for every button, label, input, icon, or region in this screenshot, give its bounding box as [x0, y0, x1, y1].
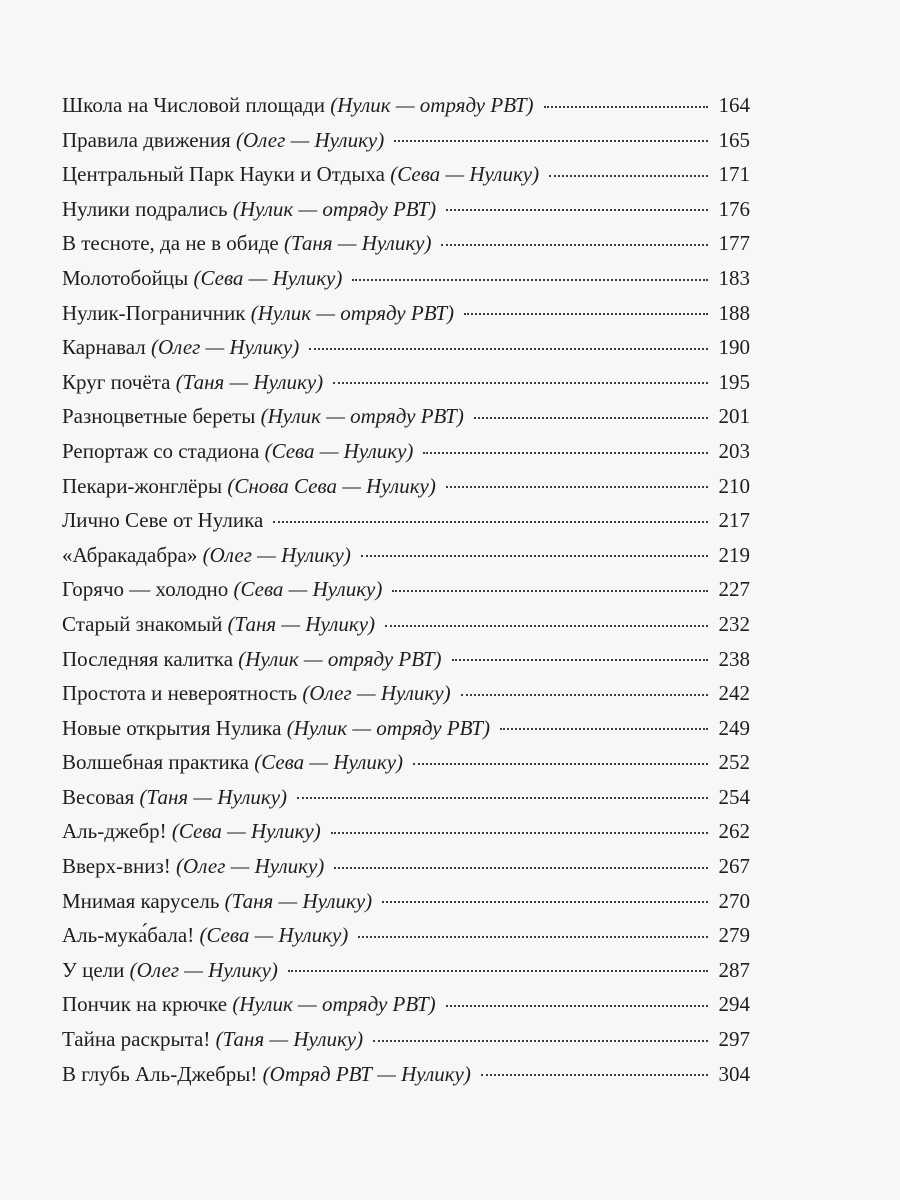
toc-entry-title: Пекари-жонглёры — [62, 473, 223, 498]
toc-entry-heading — [62, 1022, 363, 1057]
toc-page-number: 177 — [718, 231, 750, 256]
toc-entry-subtitle: (Нулик — отряду РВТ) — [330, 93, 534, 117]
toc-entry-heading — [62, 987, 436, 1022]
dot-leader — [333, 380, 708, 384]
dot-leader — [373, 1038, 708, 1042]
toc-entry-heading — [62, 953, 278, 988]
dot-leader — [309, 346, 708, 350]
toc-page-number: 219 — [718, 542, 750, 567]
toc-entry-subtitle: (Нулик — отряду РВТ) — [286, 715, 490, 740]
toc-entry[interactable] — [62, 1022, 750, 1057]
toc-page-number: 294 — [718, 992, 750, 1017]
toc-entry-title: Мнимая карусель — [62, 888, 220, 913]
dot-leader — [334, 865, 708, 869]
dot-leader — [273, 519, 708, 523]
dot-leader — [297, 795, 708, 799]
toc-entry[interactable] — [62, 849, 750, 884]
toc-entry-title: Карнавал — [62, 335, 146, 360]
dot-leader — [446, 207, 708, 211]
toc-entry-subtitle: (Таня — Нулику) — [227, 611, 376, 636]
toc-entry-heading — [62, 88, 534, 123]
toc-page-number: 279 — [718, 923, 750, 948]
toc-entry-title: Последняя калитка — [62, 646, 234, 671]
toc-entry-title: Лично Севе от Нулика — [62, 508, 264, 533]
toc-entry-subtitle: (Нулик — отряду РВТ) — [260, 404, 464, 429]
toc-entry-heading — [62, 538, 351, 573]
toc-entry-subtitle: (Нулик — отряду РВТ) — [238, 646, 442, 671]
toc-entry[interactable] — [62, 1057, 750, 1092]
toc-entry-heading — [62, 261, 342, 296]
toc-page-number: 262 — [718, 819, 750, 844]
toc-entry-title: В глубь Аль-Джебры! — [62, 1061, 258, 1086]
toc-page-number: 252 — [718, 750, 750, 775]
toc-page-number: 176 — [718, 196, 750, 221]
toc-page-number: 164 — [718, 93, 750, 117]
toc-entry[interactable] — [62, 676, 750, 711]
toc-page-number: 165 — [718, 127, 750, 152]
toc-entry-subtitle: (Нулик — отряду РВТ) — [232, 196, 437, 221]
toc-entry-title: Нулики подрались — [62, 196, 228, 221]
toc-entry-heading — [62, 469, 436, 504]
toc-entry-title: Центральный Парк Науки и Отдыха — [62, 162, 385, 187]
dot-leader — [331, 830, 708, 834]
toc-entry-subtitle: (Снова Сева — Нулику) — [227, 473, 436, 498]
dot-leader — [474, 415, 708, 419]
toc-entry-title: Правила движения — [62, 127, 231, 152]
toc-entry-subtitle: (Сева — Нулику) — [254, 750, 404, 775]
toc-entry[interactable] — [62, 330, 750, 365]
toc-entry[interactable] — [62, 123, 750, 158]
toc-page-number: 297 — [718, 1027, 750, 1052]
toc-entry-title: Репортаж со стадиона — [62, 438, 260, 463]
toc-entry-title: Старый знакомый — [62, 611, 223, 636]
toc-page-number: 232 — [718, 611, 750, 636]
toc-entry-subtitle: (Сева — Нулику) — [233, 577, 383, 602]
dot-leader — [500, 726, 708, 730]
toc-page-number: 217 — [718, 508, 750, 533]
toc-entry-subtitle: (Сева — Нулику) — [390, 162, 540, 187]
toc-page-number: 210 — [718, 473, 750, 498]
toc-entry[interactable] — [62, 296, 750, 331]
toc-entry-subtitle: (Отряд РВТ — Нулику) — [262, 1061, 471, 1086]
toc-entry-heading — [62, 434, 413, 469]
toc-entry-subtitle: (Олег — Нулику) — [202, 542, 351, 567]
dot-leader — [452, 657, 708, 661]
toc-entry-heading — [62, 330, 299, 365]
toc-entry-title: Волшебная практика — [62, 750, 249, 775]
toc-entry[interactable] — [62, 261, 750, 296]
toc-entry[interactable] — [62, 642, 750, 677]
toc-entry-title: В тесноте, да не в обиде — [62, 231, 279, 256]
toc-entry-title: Горячо — холодно — [62, 577, 229, 602]
toc-entry-heading — [62, 642, 442, 677]
toc-entry[interactable] — [62, 884, 750, 919]
toc-entry[interactable] — [62, 987, 750, 1022]
dot-leader — [413, 761, 708, 765]
toc-entry-title: Простота и невероятность — [62, 681, 298, 706]
toc-entry[interactable] — [62, 814, 750, 849]
toc-entry-heading — [62, 711, 490, 746]
toc-entry[interactable] — [62, 399, 750, 434]
toc-entry-heading — [62, 296, 454, 331]
toc-entry[interactable] — [62, 780, 750, 815]
dot-leader — [481, 1072, 708, 1076]
toc-entry-heading — [62, 226, 431, 261]
toc-entry-title: Вверх-вниз! — [62, 854, 171, 879]
toc-entry-heading — [62, 157, 539, 192]
toc-entry[interactable] — [62, 226, 750, 261]
toc-page-number: 190 — [718, 335, 750, 360]
toc-page-number: 249 — [718, 715, 750, 740]
dot-leader — [549, 173, 708, 177]
toc-entry-subtitle: (Олег — Нулику) — [150, 335, 300, 360]
toc-entry[interactable] — [62, 157, 750, 192]
toc-entry[interactable] — [62, 607, 750, 642]
toc-entry-subtitle: (Таня — Нулику) — [215, 1027, 364, 1052]
toc-page-number: 203 — [718, 438, 750, 463]
toc-entry-heading — [62, 1057, 471, 1092]
toc-entry-subtitle: (Олег — Нулику) — [235, 127, 385, 152]
dot-leader — [464, 311, 708, 315]
toc-page-number: 183 — [718, 265, 750, 290]
toc-entry-title: Пончик на крючке — [62, 992, 228, 1017]
toc-entry-subtitle: (Таня — Нулику) — [139, 784, 288, 809]
toc-entry-subtitle: (Олег — Нулику) — [176, 854, 325, 879]
toc-entry-heading — [62, 365, 323, 400]
toc-entry-title: «Абракадабра» — [62, 542, 198, 567]
toc-entry[interactable] — [62, 953, 750, 988]
toc-entry[interactable] — [62, 434, 750, 469]
toc-entry-subtitle: (Сева — Нулику) — [171, 819, 321, 844]
toc-entry-title: Тайна раскрыта! — [62, 1027, 211, 1052]
toc-entry[interactable] — [62, 503, 750, 538]
toc-entry-title: Аль-джебр! — [62, 819, 167, 844]
toc-entry-heading — [62, 780, 287, 815]
dot-leader — [441, 242, 708, 246]
toc-entry-heading — [62, 676, 451, 711]
toc-entry-heading — [62, 572, 382, 607]
toc-entry[interactable] — [62, 88, 750, 123]
toc-entry-heading — [62, 814, 321, 849]
toc-entry[interactable] — [62, 538, 750, 573]
toc-page-number: 201 — [718, 404, 750, 429]
dot-leader — [446, 1003, 708, 1007]
toc-entry-subtitle: (Олег — Нулику) — [302, 681, 451, 706]
toc-entry-heading — [62, 503, 263, 538]
toc-entry-title: Разноцветные береты — [62, 404, 256, 429]
toc-entry-heading — [62, 399, 464, 434]
toc-page-number: 270 — [718, 888, 750, 913]
dot-leader — [352, 277, 708, 281]
toc-entry-heading — [62, 123, 384, 158]
toc-page-number: 238 — [718, 646, 750, 671]
dot-leader — [461, 692, 708, 696]
toc-page-number: 267 — [718, 854, 750, 879]
toc-page-number: 195 — [718, 369, 750, 394]
dot-leader — [361, 553, 708, 557]
toc-entry-heading — [62, 918, 348, 953]
toc-entry-subtitle: (Таня — Нулику) — [175, 369, 324, 394]
toc-page-number: 254 — [718, 784, 750, 809]
toc-page-number: 287 — [718, 957, 750, 982]
toc-entry[interactable] — [62, 745, 750, 780]
dot-leader — [446, 484, 708, 488]
dot-leader — [544, 104, 709, 108]
toc-entry-heading — [62, 849, 324, 884]
toc-entry-title: Школа на Числовой площади — [62, 93, 325, 117]
toc-entry-subtitle: (Нулик — отряду РВТ) — [232, 992, 436, 1017]
dot-leader — [358, 934, 708, 938]
toc-entry-subtitle: (Таня — Нулику) — [283, 231, 432, 256]
toc-entry-title: У цели — [62, 957, 125, 982]
toc-entry-heading — [62, 192, 436, 227]
toc-entry-title: Молотобойцы — [62, 265, 189, 290]
toc-entry[interactable] — [62, 711, 750, 746]
dot-leader — [385, 623, 708, 627]
toc-entry[interactable] — [62, 365, 750, 400]
toc-entry-subtitle: (Сева — Нулику) — [264, 438, 414, 463]
toc-entry-subtitle: (Олег — Нулику) — [129, 957, 278, 982]
dot-leader — [423, 450, 708, 454]
toc-entry-subtitle: (Сева — Нулику) — [199, 923, 349, 948]
toc-entry-title: Нулик-Пограничник — [62, 300, 246, 325]
toc-entry[interactable] — [62, 192, 750, 227]
toc-entry-heading — [62, 745, 403, 780]
toc-page-number: 227 — [718, 577, 750, 602]
toc-entry-subtitle: (Таня — Нулику) — [224, 888, 373, 913]
dot-leader — [288, 968, 708, 972]
toc-page-number: 171 — [718, 162, 750, 187]
dot-leader — [392, 588, 708, 592]
toc-entry-heading — [62, 884, 372, 919]
toc-entry-heading — [62, 607, 375, 642]
toc-entry-title: Новые открытия Нулика — [62, 715, 282, 740]
toc-page-number: 304 — [718, 1061, 750, 1086]
dot-leader — [394, 138, 708, 142]
toc-page-number: 242 — [718, 681, 750, 706]
toc-entry-subtitle: (Сева — Нулику) — [193, 265, 343, 290]
toc-entry[interactable] — [62, 918, 750, 953]
toc-page-number: 188 — [718, 300, 750, 325]
toc-entry-title: Круг почёта — [62, 369, 171, 394]
toc-entry-title: Весовая — [62, 784, 135, 809]
toc-entry[interactable] — [62, 469, 750, 504]
toc-entry-subtitle: (Нулик — отряду РВТ) — [250, 300, 454, 325]
table-of-contents — [62, 88, 750, 1091]
toc-entry-title: Аль-мука́бала! — [62, 923, 195, 948]
dot-leader — [382, 899, 708, 903]
toc-entry[interactable] — [62, 572, 750, 607]
